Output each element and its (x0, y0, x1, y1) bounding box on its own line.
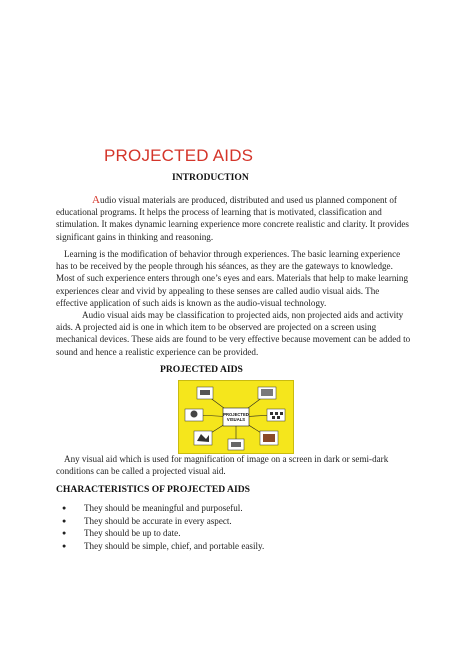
paragraph-3-line-3: mechanical devices. These aids are found to be very effective because movement can be added to (56, 334, 411, 345)
paragraph-1-line-2: educational programs. It helps the process of learning that is motivated, classification and (56, 207, 382, 218)
bullet-icon: ● (62, 541, 67, 550)
definition-line-2: conditions can be called a projected visual aid. (56, 466, 226, 477)
list-item (62, 527, 264, 540)
tile-bottom-center (228, 439, 244, 450)
tile-bottom-right (260, 431, 278, 445)
list-item (62, 540, 264, 553)
paragraph-1-line-4: significant gains in thinking and reasoning. (56, 231, 214, 242)
projected-visuals-diagram (178, 380, 294, 454)
introduction-heading: INTRODUCTION (172, 172, 249, 183)
tile-top-left (197, 387, 213, 399)
paragraph-1-line-1-text: udio visual materials are produced, distributed and used us planned component of (99, 195, 397, 205)
projected-aid-definition (56, 453, 428, 477)
paragraph-1-line-3: stimulation. It makes dynamic learning experience more concrete realistic and clarity. It provides (56, 219, 409, 230)
paragraph-2-line-5: effective application of such aids is known as the audio-visual technology. (56, 297, 327, 308)
paragraph-2-line-2: has to be received by the people through his séances, as they are the gateways to knowledge. (56, 261, 393, 272)
list-item-text: They should be up to date. (84, 528, 181, 538)
definition-line-1: Any visual aid which is used for magnification of image on a screen in dark or semi-dark (64, 454, 389, 464)
list-item-text: They should be accurate in every aspect. (84, 515, 232, 526)
list-item-text: They should be meaningful and purposeful. (84, 503, 243, 513)
paragraph-1-line-1 (56, 194, 428, 206)
introduction-paragraph-1 (56, 194, 428, 243)
paragraph-3-line-2: aids. A projected aid is one in which item to be observed are projected on a screen using (56, 322, 377, 333)
paragraph-2-line-4: experiences clear and vivid by appealing to these senses are called audio visual aids. The (56, 285, 380, 296)
introduction-paragraph-3 (56, 309, 428, 358)
drop-letter: A (92, 194, 100, 206)
paragraph-2-line-1: Learning is the modification of behavior through experiences. The basic learning experience (64, 249, 401, 259)
tile-mid-right (267, 409, 285, 421)
tile-mid-left (185, 409, 203, 421)
introduction-paragraph-2 (56, 248, 428, 309)
bullet-icon: ● (62, 529, 67, 537)
bullet-icon: ● (62, 504, 67, 512)
tile-bottom-left (194, 431, 212, 445)
list-item (62, 502, 264, 515)
characteristics-list (62, 502, 264, 552)
paragraph-3-line-4: sound and hence a realistic experience can be provided. (56, 346, 259, 357)
paragraph-2-line-3: Most of such experience enters through one’s eyes and ears. Materials that help to make learning (56, 273, 409, 284)
projected-aids-heading: PROJECTED AIDS (160, 364, 243, 375)
tile-top-right (258, 387, 276, 399)
characteristics-heading: CHARACTERISTICS OF PROJECTED AIDS (56, 484, 250, 495)
center-label-line-2: VISUALS (226, 417, 246, 422)
diagram-graphic (179, 381, 293, 453)
center-label-line-1: PROJECTED (223, 412, 249, 417)
list-item (62, 515, 264, 528)
page-title: PROJECTED AIDS (104, 146, 254, 165)
paragraph-3-line-1: Audio visual aids may be classification to projected aids, non projected aids and activity (82, 310, 404, 320)
bullet-icon: ● (62, 516, 67, 525)
list-item-text: They should be simple, chief, and portable easily. (84, 540, 265, 551)
